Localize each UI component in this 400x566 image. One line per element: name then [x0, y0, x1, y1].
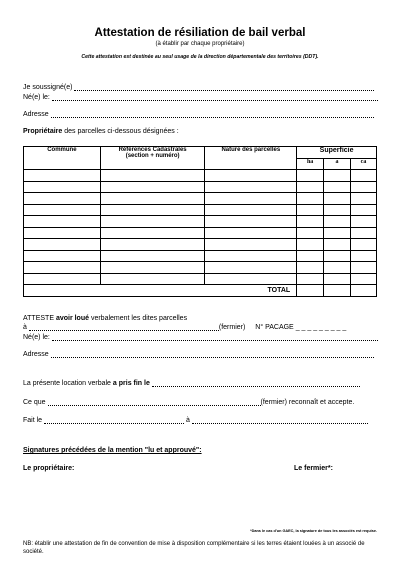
- header-ca: ca: [351, 158, 377, 170]
- fermier-address-line: [23, 351, 374, 358]
- soussigne-label: Je soussigné(e): [23, 84, 73, 91]
- cell-a[interactable]: [324, 204, 351, 216]
- header-commune: Commune: [24, 147, 101, 170]
- cell-a[interactable]: [324, 239, 351, 251]
- fait-date-field[interactable]: [44, 417, 184, 424]
- cell-references[interactable]: [100, 170, 205, 182]
- fait-place-field[interactable]: [192, 417, 368, 424]
- owner-address-label: Adresse: [23, 111, 49, 118]
- cell-nature[interactable]: [205, 181, 297, 193]
- document-title: Attestation de résiliation de bail verbal: [94, 27, 306, 39]
- cell-ha[interactable]: [297, 227, 324, 239]
- cell-ha[interactable]: [297, 170, 324, 182]
- cell-ca[interactable]: [351, 216, 377, 228]
- owner-address-line: [23, 111, 374, 118]
- cell-ha[interactable]: [297, 239, 324, 251]
- owner-birth-field[interactable]: [52, 94, 378, 101]
- cell-commune[interactable]: [24, 216, 101, 228]
- table-row: [24, 181, 377, 193]
- cell-references[interactable]: [100, 262, 205, 274]
- fermier-address-label: Adresse: [23, 351, 49, 358]
- cell-a[interactable]: [324, 273, 351, 285]
- soussigne-line: [23, 84, 374, 91]
- total-a[interactable]: [324, 285, 351, 297]
- total-ca[interactable]: [351, 285, 377, 297]
- cell-ca[interactable]: [351, 239, 377, 251]
- cell-commune[interactable]: [24, 239, 101, 251]
- cell-nature[interactable]: [205, 170, 297, 182]
- table-row: [24, 170, 377, 182]
- total-label: TOTAL: [24, 285, 297, 297]
- parcels-table: [23, 146, 377, 297]
- cell-references[interactable]: [100, 216, 205, 228]
- cell-a[interactable]: [324, 227, 351, 239]
- owner-birth-label: Né(e) le:: [23, 94, 50, 101]
- header-ha: ha: [297, 158, 324, 170]
- fermier-name-field[interactable]: [29, 324, 219, 331]
- cell-nature[interactable]: [205, 250, 297, 262]
- ce-que-line: [23, 399, 354, 406]
- cell-ca[interactable]: [351, 262, 377, 274]
- signatures-heading: Signatures précédées de la mention "lu et approuvé":: [23, 447, 202, 454]
- fin-date-field[interactable]: [152, 380, 360, 387]
- atteste-line: [23, 315, 187, 322]
- header-a: a: [324, 158, 351, 170]
- atteste-bold: avoir loué: [55, 315, 90, 322]
- atteste-prefix: ATTESTE: [23, 315, 56, 322]
- gaec-footnote: *Dans le cas d'un GAEC, la signature de tous les associés est requise.: [250, 529, 377, 533]
- cell-ca[interactable]: [351, 193, 377, 205]
- cell-references[interactable]: [100, 273, 205, 285]
- cell-ha[interactable]: [297, 193, 324, 205]
- fermier-birth-line: [23, 334, 378, 341]
- header-nature: Nature des parcelles: [205, 147, 297, 170]
- fait-a-label: à: [185, 417, 190, 424]
- cell-nature[interactable]: [205, 262, 297, 274]
- ce-que-field[interactable]: [48, 399, 261, 406]
- cell-commune[interactable]: [24, 262, 101, 274]
- cell-nature[interactable]: [205, 193, 297, 205]
- total-row: [24, 285, 377, 297]
- cell-nature[interactable]: [205, 227, 297, 239]
- table-row: [24, 216, 377, 228]
- cell-nature[interactable]: [205, 273, 297, 285]
- cell-a[interactable]: [324, 262, 351, 274]
- table-row: [24, 262, 377, 274]
- table-row: [24, 239, 377, 251]
- owner-birth-line: [23, 94, 378, 101]
- proprietaire-line: [23, 128, 179, 135]
- cell-commune[interactable]: [24, 193, 101, 205]
- cell-commune[interactable]: [24, 170, 101, 182]
- table-row: [24, 273, 377, 285]
- proprietaire-bold: Propriétaire: [23, 128, 63, 135]
- header-superficie: Superficie: [297, 147, 377, 159]
- cell-a[interactable]: [324, 250, 351, 262]
- cell-ca[interactable]: [351, 181, 377, 193]
- cell-ha[interactable]: [297, 262, 324, 274]
- fermier-birth-label: Né(e) le:: [23, 334, 50, 341]
- ce-que-label: Ce que: [23, 399, 46, 406]
- cell-commune[interactable]: [24, 273, 101, 285]
- cell-nature[interactable]: [205, 239, 297, 251]
- owner-address-field[interactable]: [51, 111, 374, 118]
- fermier-label: (fermier): [218, 324, 246, 331]
- fin-prefix: La présente location verbale: [23, 380, 113, 387]
- cell-ha[interactable]: [297, 181, 324, 193]
- cell-ca[interactable]: [351, 170, 377, 182]
- cell-references[interactable]: [100, 239, 205, 251]
- cell-ca[interactable]: [351, 204, 377, 216]
- cell-ha[interactable]: [297, 216, 324, 228]
- table-row: [24, 250, 377, 262]
- total-ha[interactable]: [297, 285, 324, 297]
- table-row: [24, 204, 377, 216]
- cell-commune[interactable]: [24, 250, 101, 262]
- cell-nature[interactable]: [205, 216, 297, 228]
- cell-references[interactable]: [100, 250, 205, 262]
- fin-line: [23, 380, 360, 387]
- cell-ca[interactable]: [351, 250, 377, 262]
- fermier-line: [23, 324, 346, 331]
- signature-proprietaire: Le propriétaire:: [23, 465, 75, 472]
- fermier-accepte-label: (fermier) reconnaît et accepte.: [260, 399, 355, 406]
- cell-ha[interactable]: [297, 204, 324, 216]
- atteste-suffix: verbalement les dites parcelles: [89, 315, 188, 322]
- fait-line: [23, 417, 368, 424]
- cell-references[interactable]: [100, 181, 205, 193]
- cell-commune[interactable]: [24, 227, 101, 239]
- cell-ha[interactable]: [297, 273, 324, 285]
- cell-a[interactable]: [324, 193, 351, 205]
- fermier-a-label: à: [23, 324, 27, 331]
- cell-ca[interactable]: [351, 273, 377, 285]
- table-row: [24, 193, 377, 205]
- fait-label: Fait le: [23, 417, 43, 424]
- pacage-field[interactable]: _ _ _ _ _ _ _ _ _: [295, 324, 347, 331]
- cell-references[interactable]: [100, 193, 205, 205]
- cell-a[interactable]: [324, 181, 351, 193]
- cell-a[interactable]: [324, 170, 351, 182]
- fin-bold: a pris fin le: [112, 380, 150, 387]
- pacage-label: N° PACAGE: [255, 324, 294, 331]
- fermier-birth-field[interactable]: [52, 334, 378, 341]
- cell-ca[interactable]: [351, 227, 377, 239]
- cell-commune[interactable]: [24, 204, 101, 216]
- document-subtitle: (à établir par chaque propriétaire): [155, 41, 245, 47]
- soussigne-field[interactable]: [74, 84, 374, 91]
- header-references: Références Cadastrales (section + numéro): [100, 147, 205, 170]
- cell-ha[interactable]: [297, 250, 324, 262]
- cell-references[interactable]: [100, 227, 205, 239]
- usage-note: Cette attestation est destinée au seul usage de la direction départementale des territoires (DDT).: [81, 54, 319, 60]
- signature-fermier: Le fermier*:: [294, 465, 333, 472]
- cell-nature[interactable]: [205, 204, 297, 216]
- table-row: [24, 227, 377, 239]
- proprietaire-rest: des parcelles ci-dessous désignées :: [62, 128, 179, 135]
- cell-a[interactable]: [324, 216, 351, 228]
- cell-references[interactable]: [100, 204, 205, 216]
- fermier-address-field[interactable]: [51, 351, 374, 358]
- nb-note: NB: établir une attestation de fin de convention de mise à disposition complémentaire si les terres étaient louées à un associé de société.: [23, 541, 365, 555]
- cell-commune[interactable]: [24, 181, 101, 193]
